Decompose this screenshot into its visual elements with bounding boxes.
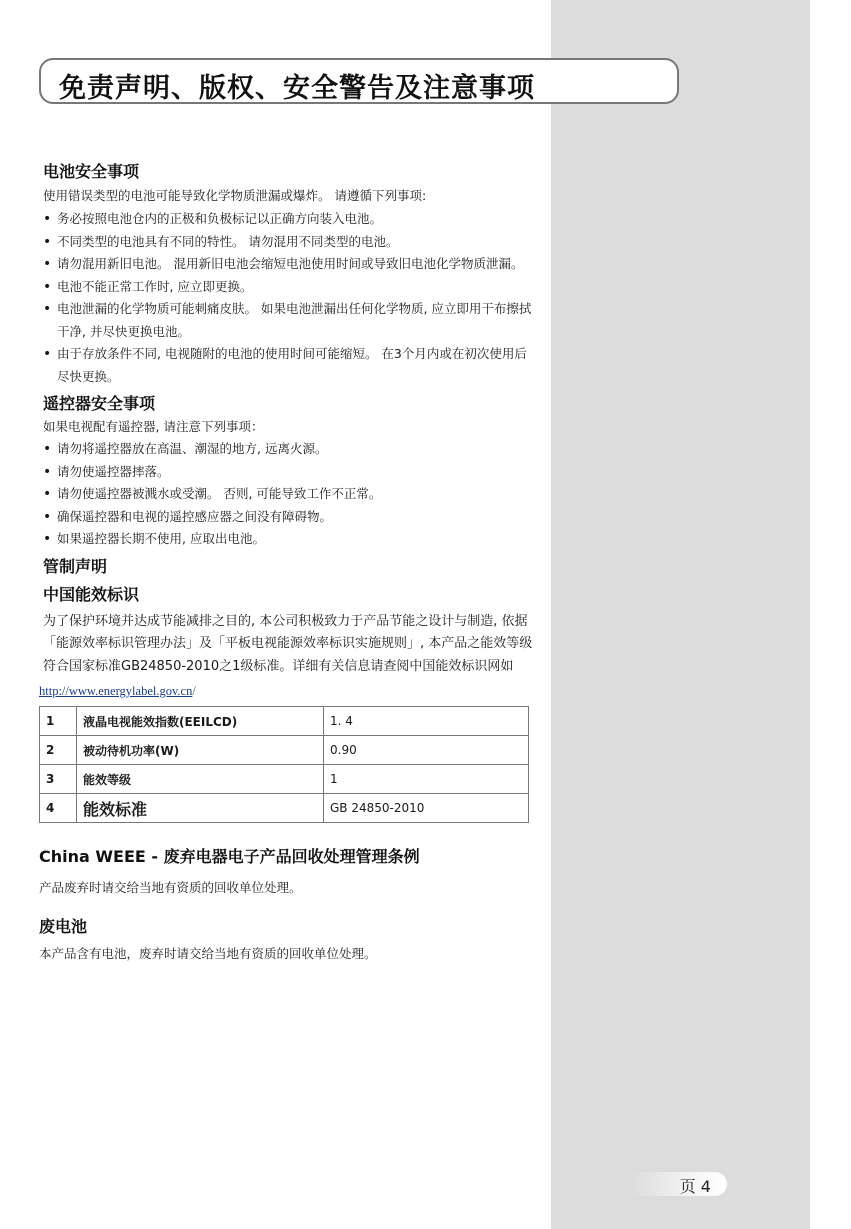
remote-safety-list: [43, 438, 538, 551]
table-row: [40, 794, 529, 823]
list-item: • 请勿将遥控器放在高温、潮湿的地方, 远离火源。: [43, 438, 538, 461]
link-suffix: /: [192, 684, 196, 698]
list-item: • 请勿使遥控器被溅水或受潮。 否则, 可能导致工作不正常。: [43, 483, 538, 506]
table-cell-no: 1: [40, 707, 77, 736]
list-item: • 请勿使遥控器摔落。: [43, 461, 538, 484]
table-cell-item: 能效等级: [77, 765, 324, 794]
table-row: [40, 707, 529, 736]
table-cell-value: 1: [324, 765, 529, 794]
battery-safety-intro: 使用错误类型的电池可能导致化学物质泄漏或爆炸。 请遵循下列事项:: [43, 188, 427, 203]
table-row: [40, 765, 529, 794]
list-item: • 务必按照电池仓内的正极和负极标记以正确方向装入电池。: [43, 208, 538, 231]
energy-label-link-row: [39, 680, 538, 702]
waste-battery-heading: 废电池: [39, 917, 88, 936]
table-cell-no: 2: [40, 736, 77, 765]
list-item: • 如果遥控器长期不使用, 应取出电池。: [43, 528, 538, 551]
table-cell-item: 能效标准: [77, 794, 324, 823]
waste-battery-text: 本产品含有电池，废弃时请交给当地有资质的回收单位处理。: [39, 946, 377, 961]
table-cell-value: 1. 4: [324, 707, 529, 736]
energy-label-link[interactable]: http://www.energylabel.gov.cn: [39, 684, 193, 698]
battery-safety-list: [43, 208, 538, 388]
table-cell-no: 4: [40, 794, 77, 823]
table-cell-no: 3: [40, 765, 77, 794]
list-item: • 电池不能正常工作时, 应立即更换。: [43, 276, 538, 299]
list-item: • 不同类型的电池具有不同的特性。 请勿混用不同类型的电池。: [43, 231, 538, 254]
list-item: • 请勿混用新旧电池。 混用新旧电池会缩短电池使用时间或导致旧电池化学物质泄漏。: [43, 253, 538, 276]
page-number-badge: [630, 1172, 727, 1196]
weee-heading: China WEEE - 废弃电器电子产品回收处理管理条例: [39, 847, 420, 866]
title-banner: [39, 58, 679, 104]
remote-safety-heading: 遥控器安全事项: [43, 394, 156, 413]
page-title: 免责声明、版权、安全警告及注意事项: [59, 73, 535, 104]
table-cell-item: 液晶电视能效指数(EEILCD): [77, 707, 324, 736]
battery-safety-heading: 电池安全事项: [43, 162, 140, 181]
list-item: • 电池泄漏的化学物质可能刺痛皮肤。 如果电池泄漏出任何化学物质, 应立即用干布擦拭干净, 并尽快更换电池。: [43, 298, 538, 343]
remote-safety-intro: 如果电视配有遥控器, 请注意下列事项：: [43, 419, 264, 434]
energy-label-paragraph: 为了保护环境并达成节能减排之目的, 本公司积极致力于产品节能之设计与制造, 依据「能源效率标识管理办法」及「平板电视能源效率标识实施规则」, 本产品之能效等级符合国家标准GB24850-2010之1级标准。详细有关信息请查阅中国能效标识网如: [43, 613, 533, 674]
energy-label-heading: 中国能效标识: [43, 584, 140, 604]
table-cell-value: GB 24850-2010: [324, 794, 529, 823]
weee-text: 产品废弃时请交给当地有资质的回收单位处理。: [39, 880, 302, 895]
table-cell-item: 被动待机功率(W): [77, 736, 324, 765]
table-cell-value: 0.90: [324, 736, 529, 765]
list-item: • 由于存放条件不同, 电视随附的电池的使用时间可能缩短。 在3个月内或在初次使用后尽快更换。: [43, 343, 538, 388]
regulatory-heading: 管制声明: [43, 556, 108, 576]
sidebar-panel: [551, 0, 810, 1229]
page-number: 页 4: [679, 1177, 711, 1196]
table-row: [40, 736, 529, 765]
energy-label-table: [39, 706, 529, 823]
main-content: [39, 160, 538, 965]
list-item: • 确保遥控器和电视的遥控感应器之间没有障碍物。: [43, 506, 538, 529]
